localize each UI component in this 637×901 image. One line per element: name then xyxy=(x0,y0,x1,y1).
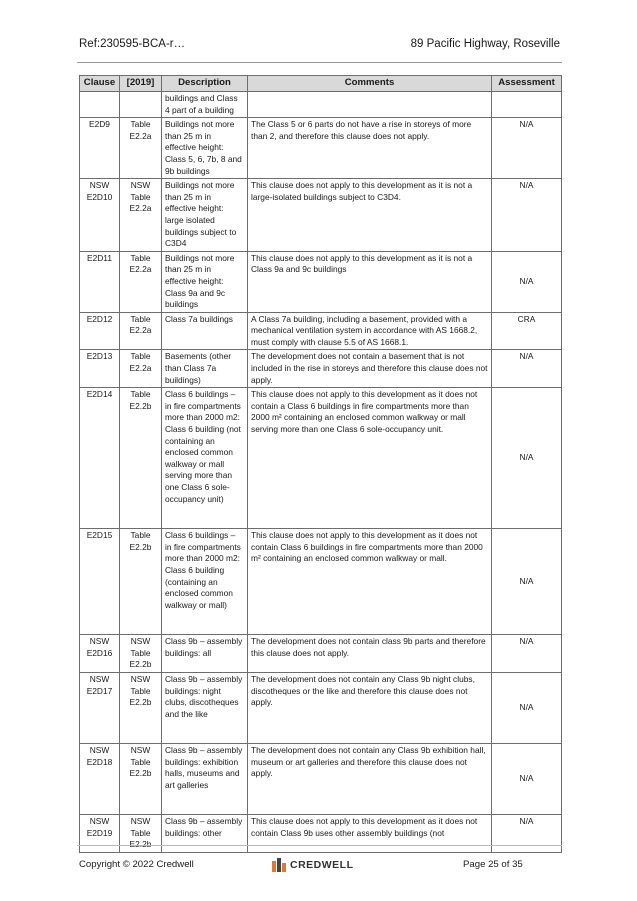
compliance-table xyxy=(79,75,562,853)
cell-assessment: N/A xyxy=(492,118,562,179)
header-divider xyxy=(77,62,562,63)
table-row xyxy=(80,388,562,529)
cell-clause: E2D14 xyxy=(80,388,120,529)
table-row xyxy=(80,673,562,744)
cell-assessment xyxy=(492,92,562,118)
cell-description: buildings and Class 4 part of a building xyxy=(162,92,248,118)
cell-comments: This clause does not apply to this development as it does not contain Class 9b uses other assembly buildings (not xyxy=(248,815,492,853)
cell-comments: This clause does not apply to this development as it does not contain Class 6 buildings in fire compartments more than 2000 m² containing an enclosed common walkway or mall. xyxy=(248,529,492,635)
cell-clause: NSW E2D18 xyxy=(80,744,120,815)
cell-comments: The development does not contain any Class 9b exhibition hall, museum or art galleries and therefore this clause does not apply. xyxy=(248,744,492,815)
table-row xyxy=(80,179,562,252)
table-header-row xyxy=(80,76,562,92)
cell-2019: NSW Table E2.2b xyxy=(120,744,162,815)
cell-assessment: N/A xyxy=(492,673,562,744)
cell-description: Buildings not more than 25 m in effective height: Class 9a and 9c buildings xyxy=(162,251,248,312)
cell-description: Class 6 buildings – in fire compartments more than 2000 m2: Class 6 building (not containing an enclosed common walkway or mall serving more than one Class 6 sole-occupancy unit) xyxy=(162,388,248,529)
table-row xyxy=(80,92,562,118)
document-ref: Ref:230595-BCA-r… xyxy=(79,38,186,50)
col-assessment: Assessment xyxy=(492,76,562,92)
cell-assessment: N/A xyxy=(492,529,562,635)
table-row xyxy=(80,815,562,853)
cell-assessment: N/A xyxy=(492,635,562,673)
cell-clause: NSW E2D10 xyxy=(80,179,120,252)
credwell-logo xyxy=(272,857,354,873)
cell-description: Class 9b – assembly buildings: other xyxy=(162,815,248,853)
col-comments: Comments xyxy=(248,76,492,92)
cell-2019: Table E2.2b xyxy=(120,388,162,529)
cell-assessment: CRA xyxy=(492,312,562,350)
cell-clause: E2D13 xyxy=(80,350,120,388)
cell-clause: NSW E2D17 xyxy=(80,673,120,744)
cell-2019: Table E2.2a xyxy=(120,251,162,312)
table-row xyxy=(80,312,562,350)
cell-assessment: N/A xyxy=(492,744,562,815)
table-row xyxy=(80,744,562,815)
col-description: Description xyxy=(162,76,248,92)
cell-2019: NSW Table E2.2b xyxy=(120,635,162,673)
cell-clause: E2D9 xyxy=(80,118,120,179)
table-row xyxy=(80,251,562,312)
cell-description: Class 9b – assembly buildings: exhibition halls, museums and art galleries xyxy=(162,744,248,815)
cell-assessment: N/A xyxy=(492,179,562,252)
cell-2019: Table E2.2b xyxy=(120,529,162,635)
cell-assessment: N/A xyxy=(492,388,562,529)
cell-description: Buildings not more than 25 m in effective height: Class 5, 6, 7b, 8 and 9b buildings xyxy=(162,118,248,179)
cell-clause xyxy=(80,92,120,118)
logo-text: CREDWELL xyxy=(290,859,354,871)
cell-comments: The development does not contain a basement that is not included in the rise in storeys and therefore this clause does not apply. xyxy=(248,350,492,388)
cell-description: Class 6 buildings – in fire compartments more than 2000 m2: Class 6 building (containing an enclosed common walkway or mall) xyxy=(162,529,248,635)
cell-2019: Table E2.2a xyxy=(120,118,162,179)
cell-comments: The Class 5 or 6 parts do not have a rise in storeys of more than 2, and therefore this clause does not apply. xyxy=(248,118,492,179)
cell-clause: E2D11 xyxy=(80,251,120,312)
cell-assessment: N/A xyxy=(492,251,562,312)
page-footer xyxy=(79,857,561,873)
cell-comments: The development does not contain class 9b parts and therefore this clause does not apply. xyxy=(248,635,492,673)
table-row xyxy=(80,350,562,388)
cell-2019: Table E2.2a xyxy=(120,312,162,350)
table-row xyxy=(80,529,562,635)
cell-2019: NSW Table E2.2a xyxy=(120,179,162,252)
page-header xyxy=(79,38,560,54)
copyright: Copyright © 2022 Credwell xyxy=(79,859,194,870)
cell-2019: Table E2.2a xyxy=(120,350,162,388)
cell-assessment: N/A xyxy=(492,815,562,853)
col-clause: Clause xyxy=(80,76,120,92)
cell-description: Class 7a buildings xyxy=(162,312,248,350)
cell-2019: NSW Table E2.2b xyxy=(120,673,162,744)
cell-2019 xyxy=(120,92,162,118)
footer-divider xyxy=(77,845,562,846)
cell-clause: E2D12 xyxy=(80,312,120,350)
cell-comments: The development does not contain any Class 9b night clubs, discotheques or the like and therefore this clause does not apply. xyxy=(248,673,492,744)
col-2019: [2019] xyxy=(120,76,162,92)
cell-assessment: N/A xyxy=(492,350,562,388)
cell-2019: NSW Table xyxy=(120,815,162,853)
cell-clause: NSW E2D16 xyxy=(80,635,120,673)
cell-comments: This clause does not apply to this development as it does not contain a Class 6 buildings in fire compartments more than 2000 m² containing an enclosed common walkway or mall serving more than one Class 6 sole-occupancy unit. xyxy=(248,388,492,529)
cell-clause: E2D15 xyxy=(80,529,120,635)
table-row xyxy=(80,635,562,673)
cell-description: Buildings not more than 25 m in effective height: large isolated buildings subject to C3D4 xyxy=(162,179,248,252)
table-row xyxy=(80,118,562,179)
cell-comments: A Class 7a building, including a basement, provided with a mechanical ventilation system in accordance with AS 1668.2, must comply with clause 5.5 of AS 1668.1. xyxy=(248,312,492,350)
cell-comments: This clause does not apply to this development as it is not a large-isolated buildings subject to C3D4. xyxy=(248,179,492,252)
cell-comments: This clause does not apply to this development as it is not a Class 9a and 9c buildings xyxy=(248,251,492,312)
cell-comments xyxy=(248,92,492,118)
cell-description: Basements (other than Class 7a buildings) xyxy=(162,350,248,388)
logo-mark-icon xyxy=(272,858,286,872)
cell-description: Class 9b – assembly buildings: night clubs, discotheques and the like xyxy=(162,673,248,744)
cell-clause: NSW E2D19 xyxy=(80,815,120,853)
project-address: 89 Pacific Highway, Roseville xyxy=(410,38,560,50)
cell-description: Class 9b – assembly buildings: all xyxy=(162,635,248,673)
page-number: Page 25 of 35 xyxy=(463,859,523,870)
